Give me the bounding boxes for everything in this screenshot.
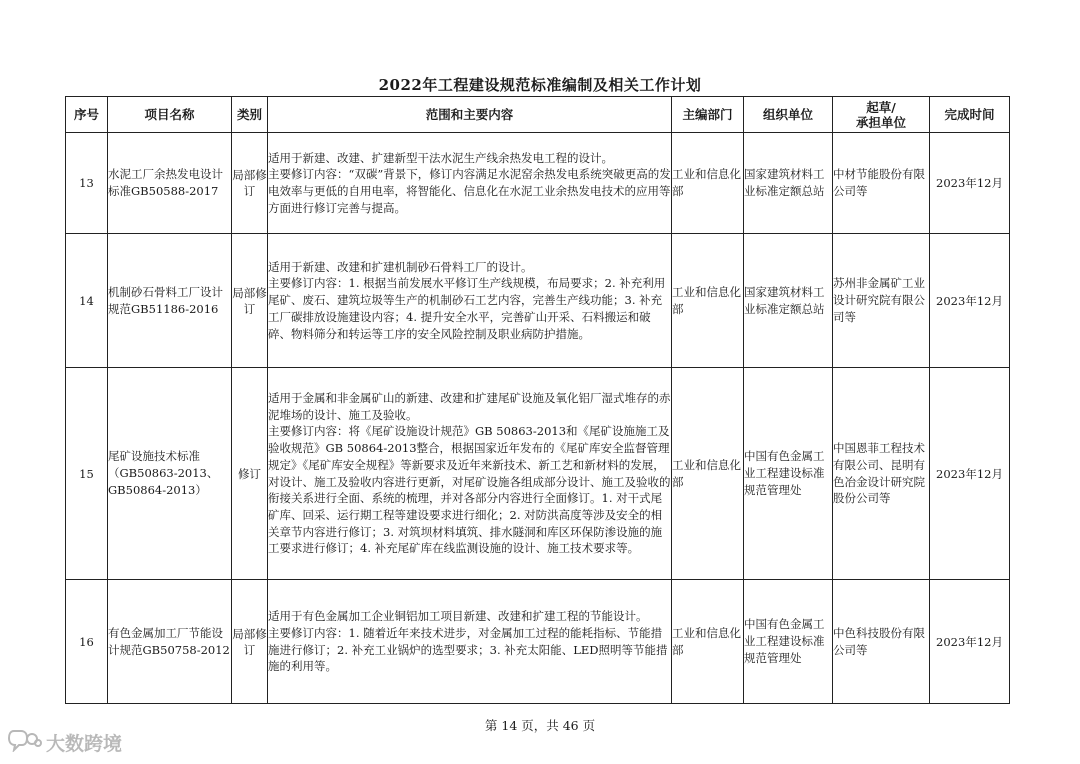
cell-org: 中国有色金属工业工程建设标准规范管理处 [744, 368, 833, 580]
table-row [66, 234, 1010, 368]
table-header-row [66, 97, 1010, 133]
cell-name: 水泥工厂余热发电设计标准GB50588-2017 [108, 133, 232, 234]
cell-scope: 适用于新建、改建和扩建机制砂石骨料工厂的设计。 主要修订内容：1. 根据当前发展水平修订生产线规模，布局要求；2. 补充利用尾矿、废石、建筑垃圾等生产的机制砂石工艺内容，完善生产线功能；3. 补充工厂碳排放设施建设内容；4. 提升安全水平，完善矿山开采、石料搬运和破碎、物料筛分和转运等工序的安全风险控制及职业病防护措施。 [268, 234, 672, 368]
cell-no: 16 [66, 580, 108, 704]
cell-no: 13 [66, 133, 108, 234]
header-scope: 范围和主要内容 [268, 97, 672, 133]
watermark-text: 大数跨境 [46, 733, 123, 755]
cell-name: 有色金属加工厂节能设计规范GB50758-2012 [108, 580, 232, 704]
table-row [66, 580, 1010, 704]
header-no: 序号 [66, 97, 108, 133]
page-number-footer: 第 14 页，共 46 页 [484, 718, 596, 733]
work-plan-table [65, 96, 1010, 704]
cell-drafter: 中材节能股份有限公司等 [833, 133, 930, 234]
cell-type: 局部修订 [232, 580, 268, 704]
cell-dept: 工业和信息化部 [672, 368, 744, 580]
header-due: 完成时间 [930, 97, 1010, 133]
cell-due: 2023年12月 [930, 580, 1010, 704]
header-org: 组织单位 [744, 97, 833, 133]
header-dept: 主编部门 [672, 97, 744, 133]
cell-drafter: 中色科技股份有限公司等 [833, 580, 930, 704]
header-name: 项目名称 [108, 97, 232, 133]
cell-dept: 工业和信息化部 [672, 580, 744, 704]
table-row [66, 368, 1010, 580]
cell-due: 2023年12月 [930, 234, 1010, 368]
header-type: 类别 [232, 97, 268, 133]
cell-scope: 适用于有色金属加工企业铜铝加工项目新建、改建和扩建工程的节能设计。 主要修订内容：1. 随着近年来技术进步，对金属加工过程的能耗指标、节能措施进行修订；2. 补充工业锅炉的选型要求；3. 补充太阳能、LED照明等节能措施的利用等。 [268, 580, 672, 704]
cell-scope: 适用于金属和非金属矿山的新建、改建和扩建尾矿设施及氧化铝厂湿式堆存的赤泥堆场的设计、施工及验收。 主要修订内容：将《尾矿设施设计规范》GB 50863-2013和《尾矿设施施工及验收规范》GB 50864-2013整合，根据国家近年发布的《尾矿库安全监督管理规定》《尾矿库安全规程》等新要求及近年来新技术、新工艺和新材料的发展，对设计、施工及验收内容进行更新，对尾矿设施各组成部分设计、施工及验收的衔接关系进行全面、系统的梳理，并对各部分内容进行全面修订。1. 对干式尾矿库、回采、运行期工程等建设要求进行细化；2. 对防洪高度等涉及安全的相关章节内容进行修订；3. 对筑坝材料填筑、排水隧洞和库区环保防渗设施的施工要求进行修订；4. 补充尾矿库在线监测设施的设计、施工技术要求等。 [268, 368, 672, 580]
header-drafter: 起草/ 承担单位 [833, 97, 930, 133]
chat-bubble-logo-icon [8, 728, 42, 757]
cell-dept: 工业和信息化部 [672, 234, 744, 368]
cell-type: 局部修订 [232, 234, 268, 368]
cell-scope: 适用于新建、改建、扩建新型干法水泥生产线余热发电工程的设计。 主要修订内容：“双碳”背景下，修订内容满足水泥窑余热发电系统突破更高的发电效率与更低的自用电率，将智能化、信息化在水泥工业余热发电技术的应用等方面进行修订完善与提高。 [268, 133, 672, 234]
cell-name: 机制砂石骨料工厂设计规范GB51186-2016 [108, 234, 232, 368]
cell-due: 2023年12月 [930, 368, 1010, 580]
cell-drafter: 中国恩菲工程技术有限公司、昆明有色冶金设计研究院股份公司等 [833, 368, 930, 580]
cell-no: 15 [66, 368, 108, 580]
cell-type: 修订 [232, 368, 268, 580]
cell-no: 14 [66, 234, 108, 368]
cell-org: 中国有色金属工业工程建设标准规范管理处 [744, 580, 833, 704]
cell-due: 2023年12月 [930, 133, 1010, 234]
cell-dept: 工业和信息化部 [672, 133, 744, 234]
cell-org: 国家建筑材料工业标准定额总站 [744, 133, 833, 234]
cell-name: 尾矿设施技术标准（GB50863-2013、GB50864-2013） [108, 368, 232, 580]
watermark [8, 728, 122, 757]
cell-drafter: 苏州非金属矿工业设计研究院有限公司等 [833, 234, 930, 368]
cell-org: 国家建筑材料工业标准定额总站 [744, 234, 833, 368]
table-row [66, 133, 1010, 234]
cell-type: 局部修订 [232, 133, 268, 234]
document-title: 2022年工程建设规范标准编制及相关工作计划 [378, 76, 702, 94]
